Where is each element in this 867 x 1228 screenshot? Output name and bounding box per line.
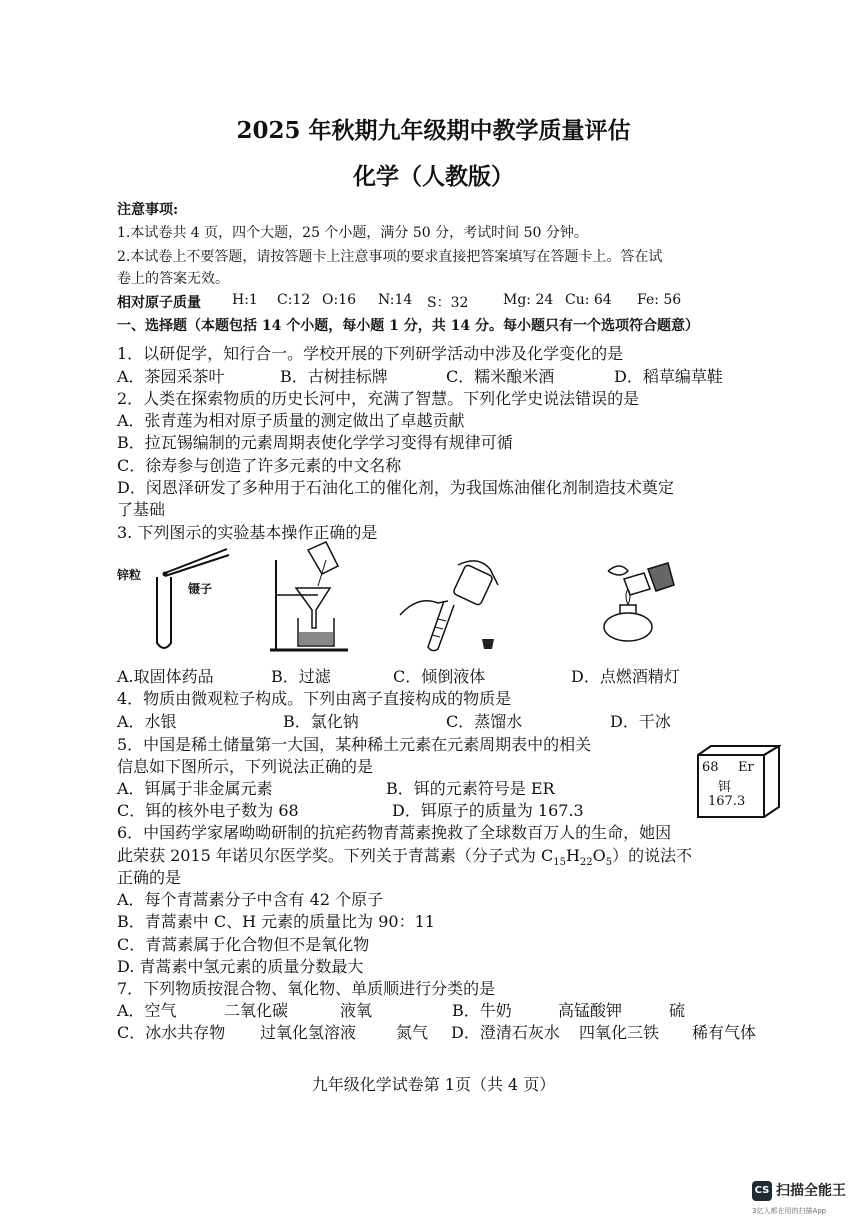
q1-option-d: D．稻草编草鞋 [614,367,723,386]
q6-formula-h: H [565,846,580,865]
scanner-logo-icon: CS [752,1181,772,1201]
q6-stem-pre: 此荣获 2015 年诺贝尔医学奖。下列关于青蒿素（分子式为 C [117,846,554,865]
q4-option-d: D．干冰 [610,712,671,731]
q7-option-d-3: 稀有气体 [692,1023,757,1042]
q6-option-b: B．青蒿素中 C、H 元素的质量比为 90：11 [117,912,435,931]
element-name: 铒 [718,780,732,795]
section-1-heading: 一、选择题（本题包括 14 个小题，每小题 1 分，共 14 分。每小题只有一个选项符合题意） [117,318,699,334]
q5-option-c: C．铒的核外电子数为 68 [117,801,299,820]
atomic-mass-mg: Mg: 24 [503,292,554,308]
atomic-mass-label: 相对原子质量 [117,295,201,311]
q7-stem: 7．下列物质按混合物、氧化物、单质顺进行分类的是 [117,979,496,998]
q2-option-d-line1: D．闵恩泽研发了多种用于石油化工的催化剂，为我国炼油催化剂制造技术奠定 [117,478,674,497]
q3-diagram-b [268,540,358,660]
q2-option-b: B．拉瓦锡编制的元素周期表使化学学习变得有规律可循 [117,433,513,452]
q3-label-zinc: 锌粒 [117,568,142,582]
q7-option-d-1: D．澄清石灰水 [451,1023,560,1042]
q3-option-b: B．过滤 [271,667,331,686]
q6-stem-line2 [117,843,692,868]
q7-option-b-1: B．牛奶 [452,1001,512,1020]
q7-option-a-2: 二氧化碳 [224,1001,289,1020]
q7-option-a-3: 液氧 [340,1001,373,1020]
q4-stem: 4．物质由微观粒子构成。下列由离子直接构成的物质是 [117,689,512,708]
exam-title: 2025 年秋期九年级期中教学质量评估 [236,117,631,144]
exam-subtitle: 化学（人教版） [353,163,514,190]
q6-formula-o: O [592,846,606,865]
q3-stem: 3. 下列图示的实验基本操作正确的是 [117,523,378,542]
q3-option-d: D．点燃酒精灯 [571,667,680,686]
q6-stem-line3: 正确的是 [117,868,182,887]
q1-option-c: C．糯米酿米酒 [446,367,555,386]
atomic-mass-cu: Cu: 64 [565,292,612,308]
scanner-tagline: 3亿人都在用的扫描App [752,1207,827,1215]
q7-option-b-2: 高锰酸钾 [558,1001,623,1020]
q2-stem: 2．人类在探索物质的历史长河中，充满了智慧。下列化学史说法错误的是 [117,389,640,408]
q5-option-d: D．铒原子的质量为 167.3 [392,801,584,820]
q7-option-c-3: 氮气 [396,1023,429,1042]
element-atomic-mass: 167.3 [708,794,746,809]
q7-option-c-1: C．冰水共存物 [117,1023,226,1042]
q3-diagram-c [398,555,508,660]
q6-formula-h-count: 22 [579,857,593,869]
q4-option-c: C．蒸馏水 [446,712,523,731]
q4-option-a: A．水银 [117,712,177,731]
atomic-mass-o: O:16 [322,292,357,308]
q3-diagram-a [145,545,235,655]
q5-stem-line2: 信息如下图所示，下列说法正确的是 [117,757,374,776]
atomic-mass-h: H:1 [232,292,258,308]
q6-formula-o-count: 5 [605,857,613,869]
q5-option-b: B．铒的元素符号是 ER [386,779,555,798]
q3-option-a: A.取固体药品 [117,667,214,686]
atomic-mass-n: N:14 [378,292,413,308]
q4-option-b: B．氯化钠 [283,712,359,731]
q1-option-b: B．古树挂标牌 [280,367,388,386]
atomic-mass-c: C:12 [277,292,311,308]
q7-option-d-2: 四氧化三铁 [579,1023,660,1042]
q3-option-c: C．倾倒液体 [393,667,486,686]
q6-option-c: C．青蒿素属于化合物但不是氧化物 [117,935,370,954]
q3-label-tweezers: 镊子 [188,582,213,596]
q7-option-b-3: 硫 [669,1001,686,1020]
q1-stem: 1．以研促学，知行合一。学校开展的下列研学活动中涉及化学变化的是 [117,344,624,363]
atomic-mass-fe: Fe: 56 [637,292,682,308]
q6-stem-line1: 6．中国药学家屠呦呦研制的抗疟药物青蒿素挽救了全球数百万人的生命，她因 [117,823,672,842]
q7-option-c-2: 过氧化氢溶液 [260,1023,357,1042]
notes-line-2a: 2.本试卷上不要答题，请按答题卡上注意事项的要求直接把答案填写在答题卡上。答在试 [117,249,663,265]
atomic-mass-s: S：32 [427,295,469,311]
q5-stem-line1: 5．中国是稀土储量第一大国，某种稀土元素在元素周期表中的相关 [117,735,592,754]
q7-option-a-1: A．空气 [117,1001,177,1020]
q2-option-a: A．张青莲为相对原子质量的测定做出了卓越贡献 [117,411,465,430]
q6-option-a: A．每个青蒿素分子中含有 42 个原子 [117,890,384,909]
q3-diagram-d [598,555,698,655]
element-symbol: Er [738,760,754,775]
q2-option-d-line2: 了基础 [117,500,166,519]
q6-stem-post: ）的说法不 [612,846,693,865]
q2-option-c: C．徐寿参与创造了许多元素的中文名称 [117,456,402,475]
element-atomic-number: 68 [702,760,719,775]
q6-formula-c-count: 15 [553,857,566,869]
q6-option-d: D. 青蒿素中氢元素的质量分数最大 [117,957,364,976]
notes-line-1: 1.本试卷共 4 页，四个大题，25 个小题，满分 50 分，考试时间 50 分钟。 [117,225,588,241]
q5-option-a: A．铒属于非金属元素 [117,779,273,798]
page-footer: 九年级化学试卷第 1页（共 4 页） [311,1075,556,1094]
notes-line-2b: 卷上的答案无效。 [117,271,229,287]
notes-heading: 注意事项: [117,202,179,218]
q1-option-a: A．茶园采茶叶 [117,367,225,386]
scanner-brand-name: 扫描全能王 [776,1183,846,1199]
